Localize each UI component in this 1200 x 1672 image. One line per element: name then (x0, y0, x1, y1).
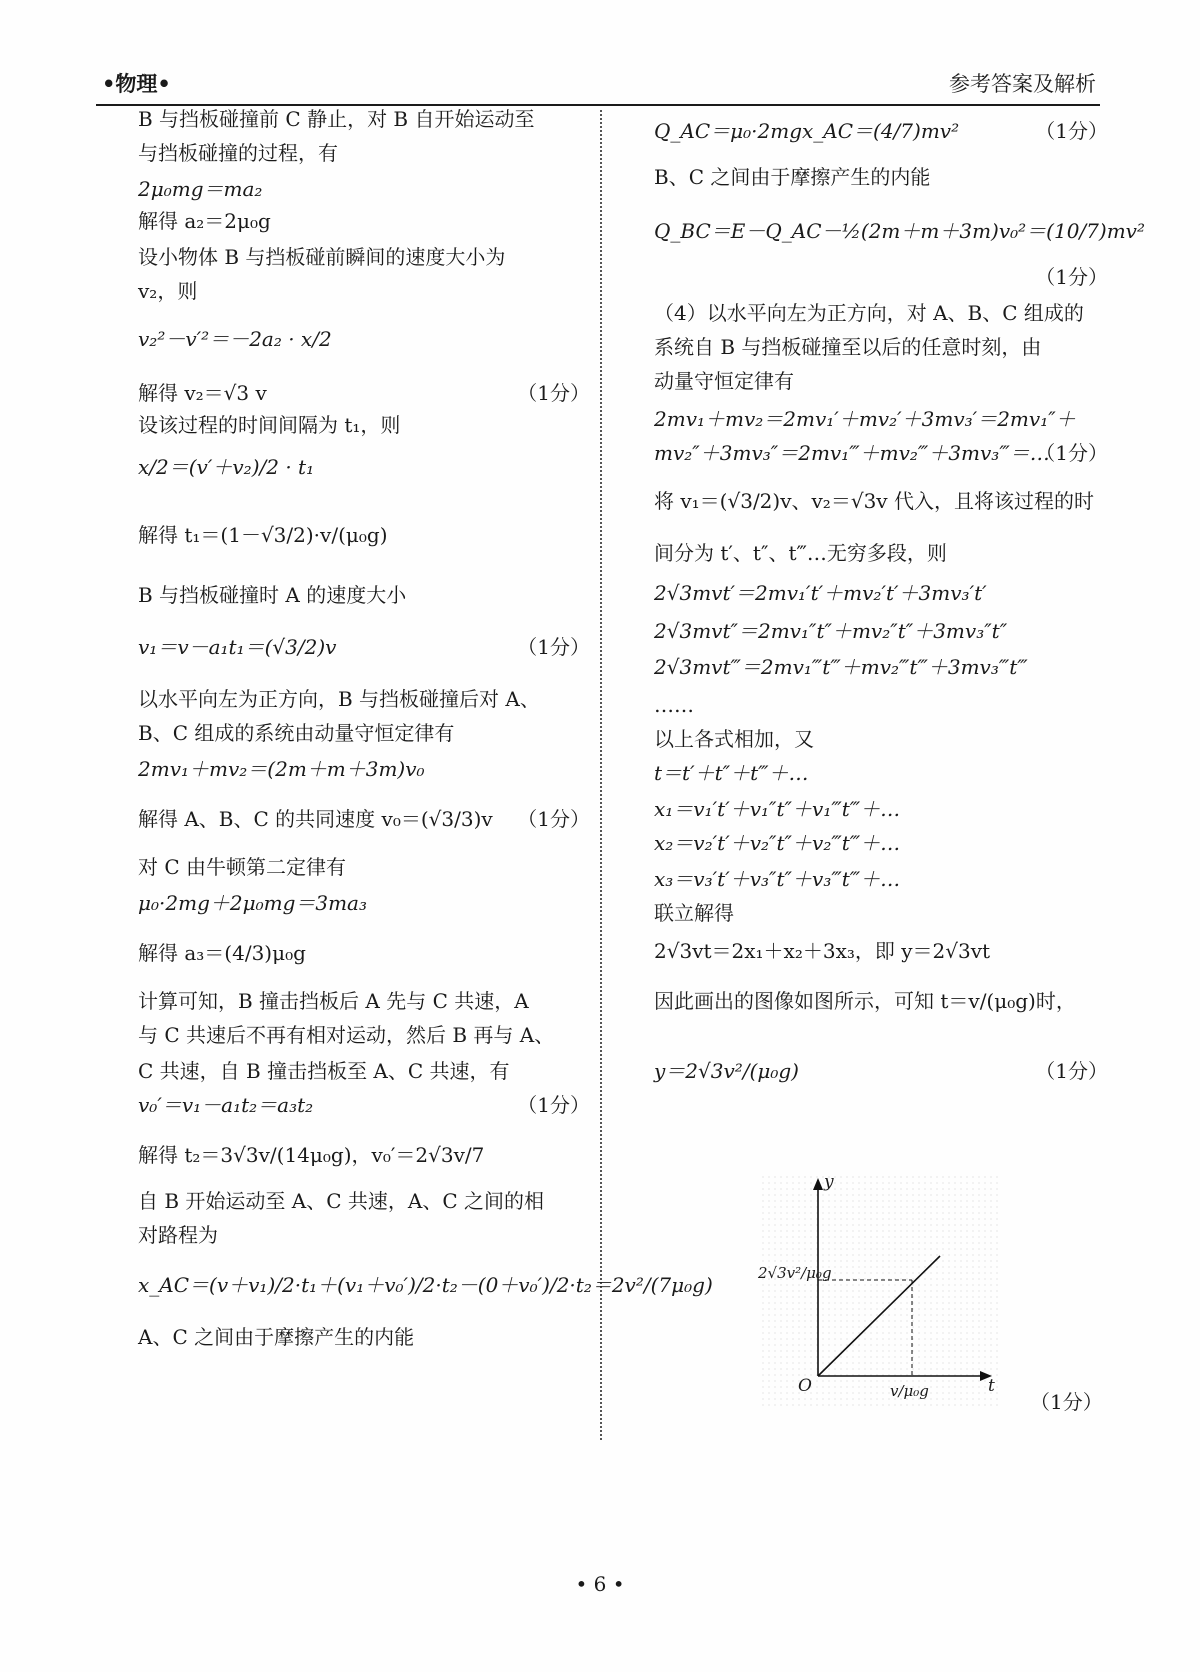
score-label: （1分） (1035, 119, 1108, 143)
score-label: （1分） (517, 807, 590, 831)
x-axis-label: t (988, 1376, 995, 1396)
score-label: （1分） (517, 1093, 590, 1117)
line-text: 2mv₁＋mv₂＝2mv₁′＋mv₂′＋3mv₃′＝2mv₁″＋ (654, 407, 1076, 431)
line-text: Q_BC＝E－Q_AC－½(2m＋m＋3m)v₀²＝(10/7)mv² (654, 219, 1145, 243)
line-text: 动量守恒定律有 (654, 369, 794, 393)
line-text: 将 v₁＝(√3/2)v、v₂＝√3v 代入，且将该过程的时 (654, 489, 1094, 513)
x-tick-label: v/μ₀g (890, 1382, 929, 1400)
line-text: 解得 A、B、C 的共同速度 v₀＝(√3/3)v (138, 807, 493, 831)
graph-score: （1分） (1030, 1390, 1103, 1414)
line-text: 以上各式相加，又 (654, 727, 814, 751)
page-number: • 6 • (575, 1572, 625, 1596)
line-text: 解得 a₃＝(4/3)μ₀g (138, 941, 306, 965)
line-text: x_AC＝(v＋v₁)/2·t₁＋(v₁＋v₀′)/2·t₂－(0＋v₀′)/2·t₂＝2v²/(7μ₀g) (138, 1273, 713, 1297)
score-label: （1分） (1035, 265, 1108, 289)
line-text: y＝2√3v²/(μ₀g) (654, 1059, 799, 1083)
line-text: 解得 v₂＝√3 v (138, 381, 267, 405)
line-text: B、C 之间由于摩擦产生的内能 (654, 165, 931, 189)
line-text: 解得 a₂＝2μ₀g (138, 209, 271, 233)
line-text: C 共速，自 B 撞击挡板至 A、C 共速，有 (138, 1059, 510, 1083)
line-text: v₁＝v－a₁t₁＝(√3/2)v (138, 635, 337, 659)
column-divider (600, 110, 602, 1440)
line-text: x₂＝v₂′t′＋v₂″t″＋v₂‴t‴＋… (654, 831, 901, 855)
line-text: x₁＝v₁′t′＋v₁″t″＋v₁‴t‴＋… (654, 797, 901, 821)
graph-background (762, 1176, 1002, 1408)
line-text: 因此画出的图像如图所示，可知 t＝v/(μ₀g)时， (654, 989, 1076, 1013)
line-text: 2√3vt＝2x₁＋x₂＋3x₃，即 y＝2√3vt (654, 939, 991, 963)
subject-label: •物理• (102, 72, 171, 96)
line-text: B 与挡板碰撞前 C 静止，对 B 自开始运动至 (138, 107, 535, 131)
line-text: v₂，则 (138, 279, 198, 303)
line-text: mv₂″＋3mv₃″＝2mv₁‴＋mv₂‴＋3mv₃‴＝… (654, 441, 1050, 465)
line-text: 间分为 t′、t″、t‴…无穷多段，则 (654, 541, 947, 565)
y-axis-label: y (824, 1172, 834, 1192)
line-text: 设该过程的时间间隔为 t₁，则 (138, 413, 401, 437)
line-text: x₃＝v₃′t′＋v₃″t″＋v₃‴t‴＋… (654, 867, 901, 891)
y-t-graph (758, 1172, 1002, 1408)
line-text: 2√3mvt′＝2mv₁′t′＋mv₂′t′＋3mv₃′t′ (654, 581, 987, 605)
line-text: 解得 t₁＝(1－√3/2)·v/(μ₀g) (138, 523, 388, 547)
line-text: t＝t′＋t″＋t‴＋… (654, 761, 809, 785)
line-text: 2mv₁＋mv₂＝(2m＋m＋3m)v₀ (138, 757, 425, 781)
score-label: （1分） (1035, 1059, 1108, 1083)
line-text: 与挡板碰撞的过程，有 (138, 141, 338, 165)
line-text: 计算可知，B 撞击挡板后 A 先与 C 共速，A (138, 989, 529, 1013)
line-text: 解得 t₂＝3√3v/(14μ₀g)，v₀′＝2√3v/7 (138, 1143, 485, 1167)
line-text: 2√3mvt‴＝2mv₁‴t‴＋mv₂‴t‴＋3mv₃‴t‴ (654, 655, 1028, 679)
line-text: （4）以水平向左为正方向，对 A、B、C 组成的 (654, 301, 1084, 325)
line-text: 与 C 共速后不再有相对运动，然后 B 再与 A、 (138, 1023, 555, 1047)
line-text: 设小物体 B 与挡板碰前瞬间的速度大小为 (138, 245, 506, 269)
line-text: v₀′＝v₁－a₁t₂＝a₃t₂ (138, 1093, 314, 1117)
score-label: （1分） (517, 635, 590, 659)
line-text: 系统自 B 与挡板碰撞至以后的任意时刻，由 (654, 335, 1042, 359)
page-header (96, 64, 1100, 106)
line-text: B、C 组成的系统由动量守恒定律有 (138, 721, 455, 745)
section-title: 参考答案及解析 (949, 72, 1096, 96)
line-text: …… (654, 693, 694, 717)
line-text: 对 C 由牛顿第二定律有 (138, 855, 347, 879)
line-text: B 与挡板碰撞时 A 的速度大小 (138, 583, 407, 607)
line-text: 2μ₀mg＝ma₂ (138, 177, 263, 201)
graph-svg (762, 1176, 1002, 1408)
line-text: 自 B 开始运动至 A、C 共速，A、C 之间的相 (138, 1189, 544, 1213)
y-tick-label: 2√3v²/μ₀g (758, 1264, 832, 1282)
score-label: （1分） (517, 381, 590, 405)
score-label: （1分） (1035, 441, 1108, 465)
line-text: μ₀·2mg＋2μ₀mg＝3ma₃ (138, 891, 368, 915)
line-text: 以水平向左为正方向，B 与挡板碰撞后对 A、 (138, 687, 540, 711)
line-text: A、C 之间由于摩擦产生的内能 (138, 1325, 415, 1349)
line-text: 2√3mvt″＝2mv₁″t″＋mv₂″t″＋3mv₃″t″ (654, 619, 1008, 643)
line-text: 联立解得 (654, 901, 734, 925)
line-text: 对路程为 (138, 1223, 218, 1247)
line-text: x/2＝(v′＋v₂)/2 · t₁ (138, 455, 315, 479)
line-text: v₂²－v′²＝－2a₂ · x/2 (138, 327, 332, 351)
line-text: Q_AC＝μ₀·2mgx_AC＝(4/7)mv² (654, 119, 960, 143)
origin-label: O (798, 1376, 812, 1396)
